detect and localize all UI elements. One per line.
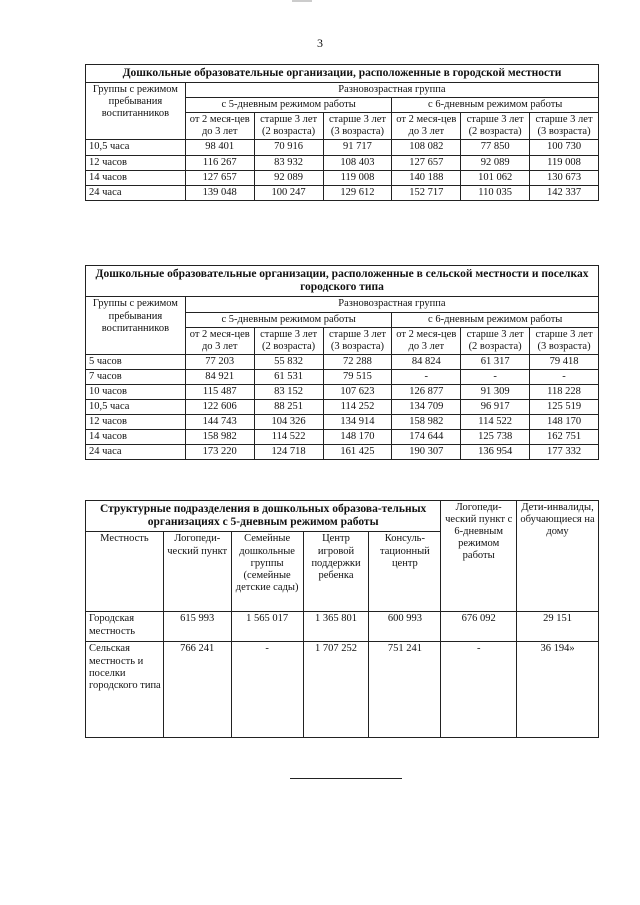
cell: 92 089: [254, 170, 323, 185]
cell: 91 717: [323, 140, 392, 155]
cell: 676 092: [441, 612, 517, 642]
table-row: [86, 642, 599, 738]
cell: 122 606: [185, 399, 254, 414]
cell: 79 418: [530, 354, 599, 369]
col-family-groups: Семейные дошкольные группы (семейные детские сады): [231, 532, 303, 612]
cell: 101 062: [461, 170, 530, 185]
col-over-3-three-ages: старше 3 лет (3 возраста): [530, 113, 599, 140]
cell: 116 267: [185, 155, 254, 170]
scan-mark: [292, 0, 312, 2]
row-label: 24 часа: [86, 445, 186, 460]
table-row: [86, 384, 599, 399]
table-row: [86, 445, 599, 460]
cell: 115 487: [185, 384, 254, 399]
cell: 148 170: [323, 430, 392, 445]
cell: 36 194»: [517, 642, 599, 738]
col-over-3-three-ages: старше 3 лет (3 возраста): [530, 327, 599, 354]
row-label: 7 часов: [86, 369, 186, 384]
cell: 148 170: [530, 414, 599, 429]
cell: 70 916: [254, 140, 323, 155]
col-consulting: Консуль-тационный центр: [369, 532, 441, 612]
cell: 158 982: [392, 414, 461, 429]
cell: 118 228: [530, 384, 599, 399]
cell: 119 008: [323, 170, 392, 185]
col-disabled-children: Дети-инвалиды, обучающиеся на дому: [517, 501, 599, 612]
table-title: Дошкольные образовательные организации, расположенные в сельской местности и поселках городского типа: [86, 266, 599, 297]
cell: 766 241: [163, 642, 231, 738]
mixed-group-header: Разновозрастная группа: [185, 297, 598, 312]
table-row: [86, 612, 599, 642]
five-day-header: с 5-дневным режимом работы: [185, 98, 392, 113]
cell: 173 220: [185, 445, 254, 460]
table-row: [86, 414, 599, 429]
cell: 162 751: [530, 430, 599, 445]
row-label: Сельская местность и поселки городского типа: [86, 642, 164, 738]
cell: 130 673: [530, 170, 599, 185]
col-under-3: от 2 меся-цев до 3 лет: [392, 113, 461, 140]
cell: 119 008: [530, 155, 599, 170]
col-over-3-three-ages: старше 3 лет (3 возраста): [323, 113, 392, 140]
col-over-3-two-ages: старше 3 лет (2 возраста): [461, 327, 530, 354]
cell: 124 718: [254, 445, 323, 460]
row-label: 14 часов: [86, 170, 186, 185]
cell: 92 089: [461, 155, 530, 170]
col-over-3-two-ages: старше 3 лет (2 возраста): [254, 327, 323, 354]
table-row: [86, 430, 599, 445]
cell: 98 401: [185, 140, 254, 155]
cell: 88 251: [254, 399, 323, 414]
cell: 751 241: [369, 642, 441, 738]
cell: 61 531: [254, 369, 323, 384]
cell: 161 425: [323, 445, 392, 460]
cell: 126 877: [392, 384, 461, 399]
six-day-header: с 6-дневным режимом работы: [392, 312, 599, 327]
rural-rates-table: [85, 265, 599, 460]
row-label: 12 часов: [86, 414, 186, 429]
cell: 1 365 801: [303, 612, 369, 642]
cell: 125 519: [530, 399, 599, 414]
five-day-header: с 5-дневным режимом работы: [185, 312, 392, 327]
cell: 1 565 017: [231, 612, 303, 642]
cell: 29 151: [517, 612, 599, 642]
col-under-3: от 2 меся-цев до 3 лет: [392, 327, 461, 354]
row-label: 10 часов: [86, 384, 186, 399]
row-label: Городская местность: [86, 612, 164, 642]
cell: -: [231, 642, 303, 738]
cell: 177 332: [530, 445, 599, 460]
table-row: [86, 399, 599, 414]
col-over-3-two-ages: старше 3 лет (2 возраста): [461, 113, 530, 140]
row-label: 24 часа: [86, 185, 186, 200]
cell: 136 954: [461, 445, 530, 460]
groups-header: Группы с режимом пребывания воспитанников: [86, 297, 186, 354]
cell: 55 832: [254, 354, 323, 369]
cell: -: [441, 642, 517, 738]
cell: 108 403: [323, 155, 392, 170]
row-label: 10,5 часа: [86, 399, 186, 414]
cell: -: [392, 369, 461, 384]
col-under-3: от 2 меся-цев до 3 лет: [185, 327, 254, 354]
table-row: [86, 185, 599, 200]
cell: 134 914: [323, 414, 392, 429]
cell: 134 709: [392, 399, 461, 414]
table-row: [86, 354, 599, 369]
cell: 114 522: [461, 414, 530, 429]
cell: 174 644: [392, 430, 461, 445]
col-speech-therapy-6day: Логопеди-ческий пункт с 6-дневным режимом работы: [441, 501, 517, 612]
cell: -: [461, 369, 530, 384]
cell: 144 743: [185, 414, 254, 429]
row-label: 5 часов: [86, 354, 186, 369]
structural-units-table: [85, 500, 599, 738]
cell: 114 522: [254, 430, 323, 445]
table-title: Структурные подразделения в дошкольных образова-тельных организациях с 5-дневным режимом работы: [86, 501, 441, 532]
cell: -: [530, 369, 599, 384]
closing-rule: [290, 778, 402, 779]
col-over-3-three-ages: старше 3 лет (3 возраста): [323, 327, 392, 354]
cell: 600 993: [369, 612, 441, 642]
cell: 61 317: [461, 354, 530, 369]
page-number: 3: [317, 36, 323, 50]
cell: 77 203: [185, 354, 254, 369]
cell: 83 152: [254, 384, 323, 399]
cell: 1 707 252: [303, 642, 369, 738]
cell: 72 288: [323, 354, 392, 369]
cell: 139 048: [185, 185, 254, 200]
cell: 77 850: [461, 140, 530, 155]
cell: 108 082: [392, 140, 461, 155]
row-label: 12 часов: [86, 155, 186, 170]
cell: 127 657: [185, 170, 254, 185]
cell: 104 326: [254, 414, 323, 429]
groups-header: Группы с режимом пребывания воспитанников: [86, 83, 186, 140]
cell: 100 247: [254, 185, 323, 200]
cell: 100 730: [530, 140, 599, 155]
table-row: [86, 369, 599, 384]
cell: 190 307: [392, 445, 461, 460]
cell: 84 824: [392, 354, 461, 369]
table-row: [86, 170, 599, 185]
col-locality: Местность: [86, 532, 164, 612]
col-speech-therapy: Логопеди-ческий пункт: [163, 532, 231, 612]
mixed-group-header: Разновозрастная группа: [185, 83, 598, 98]
cell: 142 337: [530, 185, 599, 200]
cell: 140 188: [392, 170, 461, 185]
cell: 152 717: [392, 185, 461, 200]
cell: 129 612: [323, 185, 392, 200]
cell: 125 738: [461, 430, 530, 445]
cell: 127 657: [392, 155, 461, 170]
cell: 83 932: [254, 155, 323, 170]
cell: 96 917: [461, 399, 530, 414]
cell: 84 921: [185, 369, 254, 384]
cell: 615 993: [163, 612, 231, 642]
col-play-support: Центр игровой поддержки ребенка: [303, 532, 369, 612]
cell: 158 982: [185, 430, 254, 445]
table-row: [86, 140, 599, 155]
col-under-3: от 2 меся-цев до 3 лет: [185, 113, 254, 140]
cell: 107 623: [323, 384, 392, 399]
cell: 110 035: [461, 185, 530, 200]
urban-rates-table: [85, 64, 599, 201]
table-title: Дошкольные образовательные организации, расположенные в городской местности: [86, 65, 599, 83]
row-label: 10,5 часа: [86, 140, 186, 155]
row-label: 14 часов: [86, 430, 186, 445]
cell: 79 515: [323, 369, 392, 384]
cell: 91 309: [461, 384, 530, 399]
table-row: [86, 155, 599, 170]
cell: 114 252: [323, 399, 392, 414]
six-day-header: с 6-дневным режимом работы: [392, 98, 599, 113]
col-over-3-two-ages: старше 3 лет (2 возраста): [254, 113, 323, 140]
